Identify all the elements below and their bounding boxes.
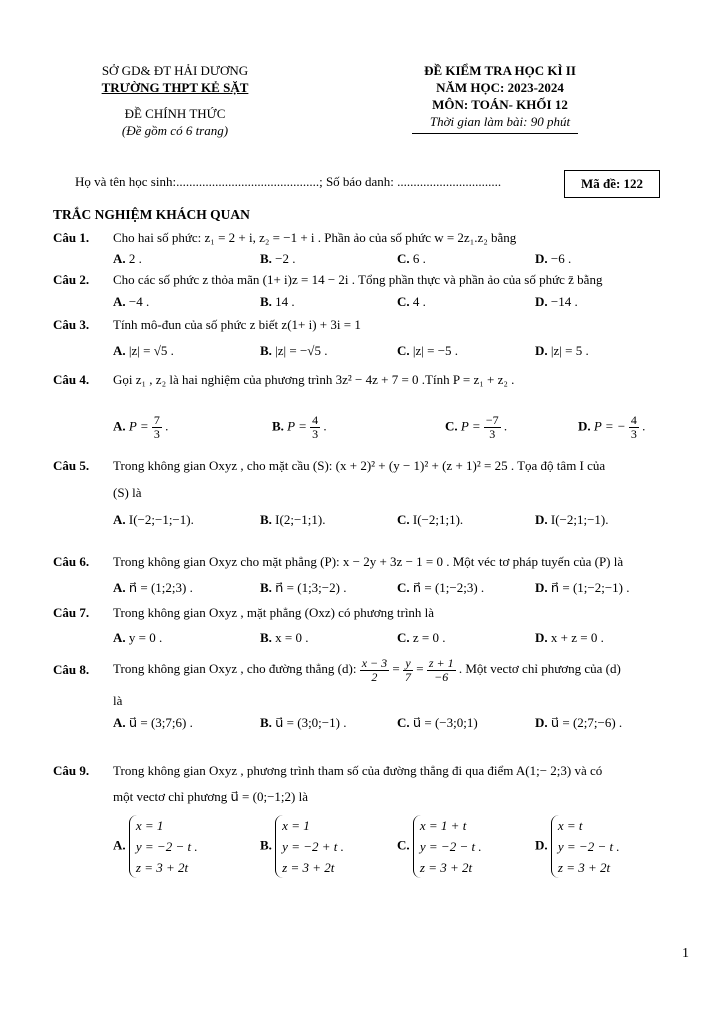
question-text: Cho hai số phức: z₁ = 2 + i, z₂ = −1 + i . Phần ảo của số phức w = 2z₁.z₂ bằng bbox=[113, 230, 517, 245]
school-name: TRƯỜNG THPT KẺ SẶT bbox=[101, 80, 249, 95]
option-d bbox=[535, 251, 571, 267]
equation-line: z = 3 + 2t bbox=[135, 860, 189, 875]
option-key: D. bbox=[578, 418, 591, 434]
equation-line: x = 1 + t bbox=[419, 818, 467, 833]
option-key: B. bbox=[260, 512, 272, 527]
option-c bbox=[397, 343, 458, 359]
option-text: I(−2;1;−1). bbox=[550, 512, 609, 527]
option-key: D. bbox=[535, 580, 548, 595]
option-key: D. bbox=[535, 294, 548, 309]
question-text-start: Trong không gian Oxyz , cho đường thẳng (d): bbox=[113, 661, 357, 676]
question-label: Câu 8. bbox=[53, 662, 90, 677]
option-c bbox=[397, 512, 463, 528]
question-label: Câu 3. bbox=[53, 317, 90, 332]
equation-line: z = 3 + 2t bbox=[282, 860, 335, 875]
equation-system bbox=[413, 815, 482, 878]
option-key: A. bbox=[113, 418, 126, 434]
question-text-continued: (S) là bbox=[113, 485, 142, 500]
option-text: u⃗ = (2;7;−6) . bbox=[550, 715, 623, 730]
option-text: I(−2;1;1). bbox=[412, 512, 464, 527]
option-text: u⃗ = (3;0;−1) . bbox=[275, 715, 347, 730]
option-text: y = 0 . bbox=[128, 630, 163, 645]
equation-system bbox=[551, 815, 620, 878]
option-key: D. bbox=[535, 837, 548, 853]
option-d bbox=[578, 414, 645, 441]
question-label: Câu 1. bbox=[53, 230, 90, 245]
option-key: A. bbox=[113, 251, 126, 266]
fraction bbox=[310, 414, 320, 441]
option-key: C. bbox=[397, 251, 410, 266]
option-key: A. bbox=[113, 343, 126, 358]
option-c bbox=[397, 251, 426, 267]
numerator: x − 3 bbox=[361, 655, 388, 670]
official-label: ĐỀ CHÍNH THỨC bbox=[124, 106, 226, 121]
department: SỞ GD& ĐT HẢI DƯƠNG bbox=[101, 63, 249, 78]
option-key: A. bbox=[113, 837, 126, 853]
time-limit: Thời gian làm bài: 90 phút bbox=[429, 114, 571, 129]
option-key: C. bbox=[397, 715, 410, 730]
fraction bbox=[629, 414, 639, 441]
question-label: Câu 7. bbox=[53, 605, 90, 620]
fraction bbox=[360, 657, 389, 684]
numerator: 4 bbox=[630, 413, 637, 427]
question-label: Câu 9. bbox=[53, 763, 90, 778]
option-a bbox=[113, 414, 168, 441]
question-label: Câu 5. bbox=[53, 458, 90, 473]
question-text: Trong không gian Oxyz , phương trình tham số của đường thẳng đi qua điểm A(1;− 2;3) và có bbox=[113, 763, 603, 778]
option-c bbox=[397, 630, 446, 646]
option-key: B. bbox=[260, 343, 272, 358]
equation-system bbox=[275, 815, 344, 878]
option-key: B. bbox=[272, 418, 284, 434]
equation-line: y = −2 − t . bbox=[419, 839, 482, 854]
exam-title: ĐỀ KIỂM TRA HỌC KÌ II bbox=[424, 63, 576, 78]
option-d bbox=[535, 815, 620, 878]
option-a bbox=[113, 715, 193, 731]
question-text: Cho các số phức z thỏa mãn (1+ i)z = 14 − 2i . Tổng phần thực và phần ảo của số phức z̄ bằng bbox=[113, 272, 603, 287]
option-key: C. bbox=[397, 294, 410, 309]
option-d bbox=[535, 715, 622, 731]
option-key: A. bbox=[113, 715, 126, 730]
option-d bbox=[535, 580, 630, 596]
option-text: |z| = −5 . bbox=[412, 343, 459, 358]
option-key: C. bbox=[397, 580, 410, 595]
option-c bbox=[397, 715, 478, 731]
question-label: Câu 4. bbox=[53, 372, 90, 387]
denominator: 2 bbox=[371, 669, 378, 684]
question-text: Trong không gian Oxyz cho mặt phẳng (P): x − 2y + 3z − 1 = 0 . Một véc tơ pháp tuyến của (P) là bbox=[113, 554, 624, 569]
option-text: −2 . bbox=[275, 251, 296, 266]
equation-line: z = 3 + 2t bbox=[419, 860, 473, 875]
school-year: NĂM HỌC: 2023-2024 bbox=[436, 80, 564, 95]
option-text: n⃗ = (1;2;3) . bbox=[128, 580, 193, 595]
option-key: D. bbox=[535, 630, 548, 645]
option-text: P = bbox=[460, 418, 481, 434]
option-text: n⃗ = (1;−2;−1) . bbox=[550, 580, 630, 595]
equation-line: x = 1 bbox=[135, 818, 164, 833]
option-key: D. bbox=[535, 715, 548, 730]
option-text: . bbox=[638, 418, 646, 434]
fraction bbox=[427, 657, 456, 684]
option-key: C. bbox=[397, 512, 410, 527]
option-b bbox=[260, 294, 295, 310]
option-text: I(2;−1;1). bbox=[275, 512, 326, 527]
option-b bbox=[260, 630, 309, 646]
option-text: u⃗ = (−3;0;1) bbox=[412, 715, 478, 730]
option-c bbox=[397, 294, 426, 310]
option-text: n⃗ = (1;3;−2) . bbox=[275, 580, 347, 595]
exam-code-box: Mã đề: 122 bbox=[564, 170, 660, 198]
header-left bbox=[60, 62, 290, 139]
page-number: 1 bbox=[682, 946, 689, 961]
numerator: −7 bbox=[485, 413, 499, 427]
option-text: |z| = √5 . bbox=[128, 343, 174, 358]
option-text: x = 0 . bbox=[275, 630, 309, 645]
question-label: Câu 2. bbox=[53, 272, 90, 287]
option-b bbox=[272, 414, 327, 441]
option-key: B. bbox=[260, 580, 272, 595]
option-key: A. bbox=[113, 580, 126, 595]
option-b bbox=[260, 715, 346, 731]
option-text: z = 0 . bbox=[412, 630, 446, 645]
option-c bbox=[445, 414, 507, 441]
option-a bbox=[113, 343, 174, 359]
question-text: Trong không gian Oxyz , cho mặt cầu (S): (x + 2)² + (y − 1)² + (z + 1)² = 25 . Tọa độ tâm I của bbox=[113, 458, 606, 473]
option-text: −14 . bbox=[550, 294, 578, 309]
option-text: u⃗ = (3;7;6) . bbox=[128, 715, 193, 730]
option-a bbox=[113, 630, 162, 646]
equation-line: y = −2 − t . bbox=[557, 839, 620, 854]
option-key: D. bbox=[535, 343, 548, 358]
numerator: 4 bbox=[312, 413, 319, 427]
denominator: 7 bbox=[404, 669, 411, 684]
fraction bbox=[403, 657, 413, 684]
question-text: Trong không gian Oxyz , mặt phẳng (Oxz) có phương trình là bbox=[113, 605, 435, 620]
option-d bbox=[535, 343, 589, 359]
equation-line: z = 3 + 2t bbox=[557, 860, 611, 875]
option-key: C. bbox=[397, 343, 410, 358]
option-text: −6 . bbox=[550, 251, 572, 266]
denominator: 3 bbox=[312, 427, 319, 441]
option-text: P = − bbox=[593, 418, 626, 434]
question-text-end: . Một vectơ chỉ phương của (d) bbox=[458, 661, 621, 676]
option-text: x + z = 0 . bbox=[550, 630, 604, 645]
option-d bbox=[535, 294, 578, 310]
option-c bbox=[397, 580, 484, 596]
option-b bbox=[260, 815, 344, 878]
option-key: B. bbox=[260, 294, 272, 309]
section-title: TRẮC NGHIỆM KHÁCH QUAN bbox=[53, 207, 250, 222]
option-key: B. bbox=[260, 251, 272, 266]
option-a bbox=[113, 512, 194, 528]
question-text: Trong không gian Oxyz , cho đường thẳng (d): $\frac{x - 3}{2}$ = $\frac{y}{7}$ = $\frac{z + 1}{-6}$ . Một vectơ chỉ phương của (d) bbox=[113, 655, 621, 684]
option-a bbox=[113, 294, 149, 310]
option-b bbox=[260, 512, 325, 528]
denominator: −6 bbox=[434, 669, 449, 684]
question-text: Tính mô-đun của số phức z biết z(1+ i) + 3i = 1 bbox=[113, 317, 361, 332]
option-text: . bbox=[320, 418, 327, 434]
option-text: n⃗ = (1;−2;3) . bbox=[412, 580, 485, 595]
equation-system bbox=[129, 815, 198, 878]
option-text: 2 . bbox=[128, 251, 142, 266]
option-b bbox=[260, 343, 327, 359]
option-c bbox=[397, 815, 482, 878]
equation-line: x = 1 bbox=[282, 818, 310, 833]
header-right bbox=[390, 62, 610, 130]
fraction bbox=[152, 414, 162, 441]
option-key: B. bbox=[260, 715, 272, 730]
option-key: B. bbox=[260, 837, 272, 853]
page-count: (Đề gồm có 6 trang) bbox=[121, 123, 229, 138]
option-key: D. bbox=[535, 512, 548, 527]
option-key: C. bbox=[445, 418, 458, 434]
fraction bbox=[484, 414, 501, 441]
equation-line: y = −2 + t . bbox=[282, 839, 344, 854]
option-key: A. bbox=[113, 294, 126, 309]
numerator: y bbox=[403, 657, 413, 671]
option-text: 4 . bbox=[412, 294, 426, 309]
denominator: 3 bbox=[153, 427, 160, 441]
option-a bbox=[113, 251, 142, 267]
option-a bbox=[113, 580, 193, 596]
option-b bbox=[260, 251, 296, 267]
option-b bbox=[260, 580, 346, 596]
numerator: 7 bbox=[153, 413, 160, 427]
option-key: C. bbox=[397, 630, 410, 645]
option-text: −4 . bbox=[128, 294, 150, 309]
option-text: P = bbox=[287, 418, 307, 434]
question-text: Gọi z₁ , z₂ là hai nghiệm của phương trình 3z² − 4z + 7 = 0 .Tính P = z₁ + z₂ . bbox=[113, 372, 515, 387]
option-text: I(−2;−1;−1). bbox=[128, 512, 194, 527]
option-a bbox=[113, 815, 198, 878]
equation-line: x = t bbox=[557, 818, 583, 833]
question-label: Câu 6. bbox=[53, 554, 90, 569]
numerator: z + 1 bbox=[428, 655, 454, 670]
equation-line: y = −2 − t . bbox=[135, 839, 198, 854]
option-text: . bbox=[161, 418, 169, 434]
option-text: |z| = −√5 . bbox=[275, 343, 328, 358]
question-text-continued: một vectơ chỉ phương u⃗ = (0;−1;2) là bbox=[113, 789, 308, 804]
denominator: 3 bbox=[489, 427, 496, 441]
option-key: D. bbox=[535, 251, 548, 266]
option-d bbox=[535, 512, 609, 528]
option-d bbox=[535, 630, 604, 646]
question-text-continued: là bbox=[113, 693, 123, 708]
option-key: C. bbox=[397, 837, 410, 853]
denominator: 3 bbox=[630, 427, 637, 441]
option-key: A. bbox=[113, 630, 126, 645]
option-text: . bbox=[500, 418, 508, 434]
student-info-line: Họ và tên học sinh:............................................; Số báo danh: ................................ bbox=[75, 174, 502, 189]
option-text: P = bbox=[128, 418, 149, 434]
option-text: |z| = 5 . bbox=[550, 343, 589, 358]
option-key: B. bbox=[260, 630, 272, 645]
header-rule bbox=[412, 133, 578, 134]
subject: MÔN: TOÁN- KHỐI 12 bbox=[432, 97, 568, 112]
option-key: A. bbox=[113, 512, 126, 527]
option-text: 14 . bbox=[275, 294, 295, 309]
option-text: 6 . bbox=[412, 251, 426, 266]
